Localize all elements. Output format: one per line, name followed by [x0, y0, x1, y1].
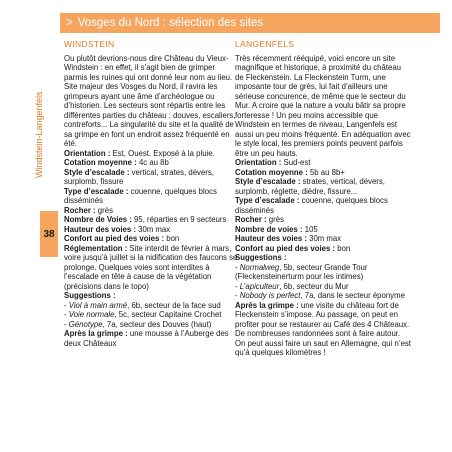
suggestion-dash: - — [235, 262, 240, 272]
suggestion-detail: , 6b, secteur de la face sud — [127, 300, 221, 310]
windstein-intro: Ou plutôt devrions-nous dire Château du Vieux-Windstein : en effet, il s’agit bien de grimper parmis les ruines qui ont donné leur nom au lieu. Site majeur des Vosges du Nord, il ravira les grimpeurs ayant une âme d’archéologue ou d’historien. Les secteurs sont répartis entre les différentes parties du château : douves, escaliers, contreforts... La singularité du site et la qualité de sa grimpe en font un endroit assez fréquenté en été. — [64, 53, 236, 148]
suggestion-detail: , 5c, secteur Capitaine Crochet — [114, 310, 222, 319]
section-title: Vosges du Nord : sélection des sites — [77, 17, 264, 29]
detail-value: Site interdit de février à mars, voire jusqu’à juillet si la nidification des faucons se prolonge. Quelques voies sont interdites à l’escalade en tête à cause de la végétation (précisions dans le topo) — [64, 243, 238, 291]
detail-value: Sud-est — [281, 158, 311, 167]
suggestion-name: Voie normale — [68, 310, 115, 319]
detail-key: Hauteur des voies : — [235, 234, 307, 243]
detail-key: Orientation : — [64, 148, 111, 158]
suggestion-name: Nobody is perfect — [239, 291, 301, 300]
detail-key: Hauteur des voies : — [64, 224, 136, 234]
suggestion-item — [235, 291, 411, 301]
windstein-column — [64, 40, 240, 348]
windstein-heading: WINDSTEIN — [64, 39, 115, 49]
suggestion-item — [64, 320, 240, 330]
suggestion-detail: , 5b, secteur Grande Tour (Fleckensteinerturm pour les intimes) — [235, 262, 368, 281]
detail-line — [64, 234, 240, 244]
detail-key: Type d’escalade : — [235, 196, 300, 205]
detail-line — [235, 225, 411, 235]
langenfels-details — [235, 158, 411, 358]
detail-line — [64, 187, 240, 206]
detail-key: Orientation : — [235, 158, 282, 167]
detail-key: Type d’escalade : — [64, 186, 129, 196]
detail-line — [64, 206, 240, 216]
langenfels-heading: LANGENFELS — [235, 39, 295, 49]
after-climb-value: une mousse à l’Auberge des deux Châteaux — [64, 329, 229, 348]
suggestion-detail: , 6b, secteur du Mur — [279, 281, 349, 291]
suggestion-detail: , 7a, secteur des Douves (haut) — [102, 319, 212, 329]
detail-key: Suggestions : — [235, 253, 287, 262]
suggestion-item — [64, 310, 240, 320]
suggestion-dash: - — [64, 300, 69, 310]
detail-line — [235, 234, 411, 244]
detail-line — [235, 215, 411, 225]
outro-text: On peut aussi faire un saut en Allemagne, qui n’est qu’à quelques kilomètres ! — [235, 338, 411, 357]
detail-key: Nombre de Voies : — [64, 215, 132, 224]
detail-line — [64, 215, 240, 225]
detail-value: bon — [335, 243, 351, 253]
detail-line — [235, 158, 411, 168]
sidebar-section-label: Windstein-Langenfels — [34, 91, 44, 178]
detail-key: Réglementation : — [64, 243, 128, 253]
detail-line — [235, 244, 411, 254]
langenfels-intro: Très récemment rééquipé, voici encore un site magnifique et historique, à proximité du château de Fleckenstein. La Fleckenstein Turm, une imposante tour de grès, lui fait d’ailleurs une sérieuse concurence, de même que le secteur du Mur. A croire que la nature a voulu bâtir sa propre forteresse ! Un peu moins accessible que Windstein en termes de niveau, Langenfels est aussi un peu moins fréquenté. En adéquation avec le style local, les premiers points peuvent parfois être un peu hauts. — [235, 53, 411, 158]
suggestion-name: Normalweg — [239, 262, 280, 272]
suggestion-detail: , 7a, dans le secteur éponyme — [300, 291, 405, 300]
detail-key: Cotation moyenne : — [235, 167, 308, 177]
detail-value: couenne, quelques blocs disséminés — [64, 186, 217, 205]
detail-value: 5b au 8b+ — [307, 167, 345, 177]
suggestion-dash: - — [64, 310, 69, 319]
detail-line — [64, 244, 240, 292]
detail-line — [64, 225, 240, 235]
detail-value: 30m max — [135, 224, 171, 234]
langenfels-column — [235, 40, 411, 358]
after-climb-key: Après la grimpe : — [235, 300, 299, 310]
detail-key: Style d’escalade : — [235, 177, 301, 186]
detail-value: strates, vertical, dévers, surplomb, réglette, dièdre, fissure... — [235, 177, 385, 196]
suggestion-dash: - — [235, 291, 240, 300]
detail-key: Confort au pied des voies : — [235, 243, 336, 253]
detail-value: Est, Ouest. Exposé à la pluie. — [110, 148, 215, 158]
after-climb-key: Après la grimpe : — [64, 329, 128, 338]
detail-line — [64, 149, 240, 159]
detail-line — [235, 168, 411, 178]
detail-key: Confort au pied des voies : — [64, 234, 165, 243]
suggestion-name: Génotype — [68, 319, 103, 329]
detail-value: vertical, strates, dévers, surplomb, fissure — [64, 167, 214, 186]
detail-value: couenne, quelques blocs disséminés — [235, 196, 388, 215]
detail-line — [235, 177, 411, 196]
detail-value: 4c au 8b — [136, 158, 169, 167]
detail-key: Style d’escalade : — [64, 167, 130, 177]
detail-line — [235, 253, 411, 263]
detail-line — [64, 168, 240, 187]
detail-key: Rocher : — [64, 205, 96, 215]
suggestion-item — [235, 263, 411, 282]
detail-line — [235, 196, 411, 215]
detail-key: Rocher : — [235, 215, 267, 224]
suggestion-dash: - — [235, 281, 240, 291]
detail-key: Cotation moyenne : — [64, 158, 137, 167]
suggestion-name: Viol à main armé — [68, 300, 128, 310]
detail-value: grès — [266, 215, 284, 224]
detail-value: bon — [164, 234, 180, 243]
detail-line — [64, 158, 240, 168]
detail-line — [64, 291, 240, 301]
section-header — [60, 13, 440, 33]
after-climb — [235, 301, 411, 339]
detail-key: Nombre de voies : — [235, 224, 303, 234]
suggestion-dash: - — [64, 319, 69, 329]
suggestion-name: L’apiculteur — [239, 281, 280, 291]
detail-value: grès — [95, 205, 113, 215]
windstein-details — [64, 149, 240, 349]
suggestion-item — [235, 282, 411, 292]
detail-key: Suggestions : — [64, 291, 116, 300]
after-climb-value: une visite du château fort de Fleckenstein s’impose. Au passage, on peut en profiter pour se restaurer au Café des 4 Châteaux. De nombreuses randonnées sont à faire autour. — [235, 300, 410, 338]
page-number: 38 — [40, 211, 58, 257]
detail-value: 30m max — [306, 234, 342, 243]
chevron-right-icon: > — [66, 17, 73, 29]
detail-value: 95, réparties en 9 secteurs — [131, 215, 227, 224]
after-climb — [64, 329, 240, 348]
detail-value: 105 — [302, 224, 318, 234]
suggestion-item — [64, 301, 240, 311]
